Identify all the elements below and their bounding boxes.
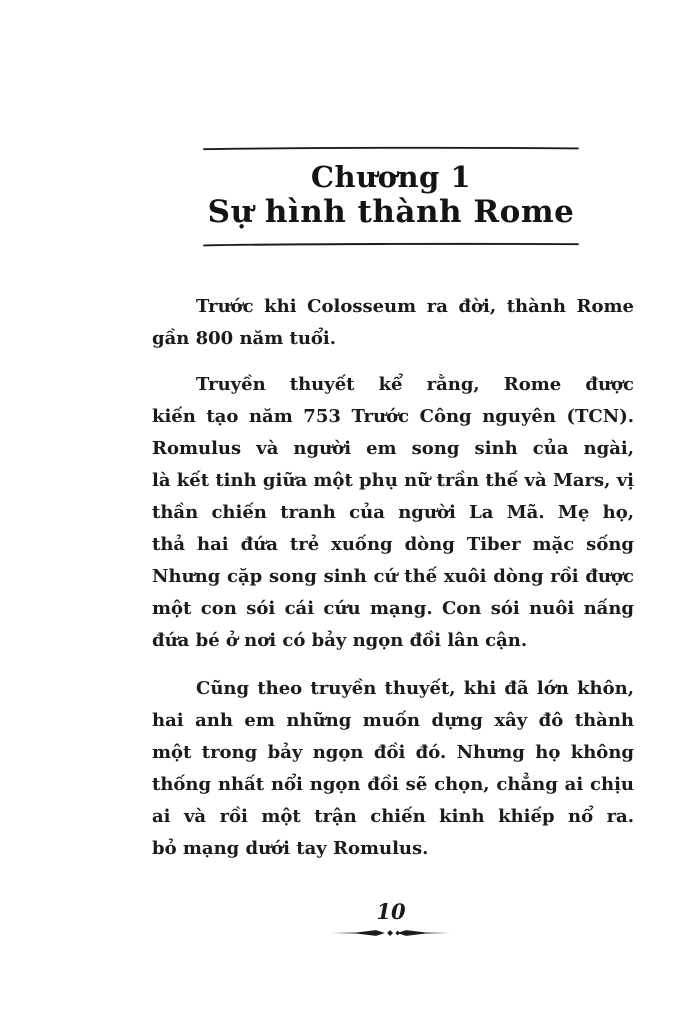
paragraph xyxy=(152,291,634,355)
body-text xyxy=(152,291,634,865)
text-line: là kết tinh giữa một phụ nữ trần thế và Mars, vị xyxy=(152,470,634,491)
chapter-rule-bottom xyxy=(202,241,580,247)
chapter-title: Sự hình thành Rome xyxy=(207,194,575,230)
text-line: thả hai đứa trẻ xuống dòng Tiber mặc sống xyxy=(152,534,634,555)
text-line: Nhưng cặp song sinh cứ thế xuôi dòng rồi được xyxy=(152,566,634,587)
page-number: 10 xyxy=(376,899,406,924)
paragraph xyxy=(152,673,634,865)
chapter-label: Chương 1 xyxy=(310,160,472,194)
text-line: Truyền thuyết kể rằng, Rome được xyxy=(196,374,634,395)
paragraph xyxy=(152,369,634,657)
text-line: một con sói cái cứu mạng. Con sói nuôi nấng xyxy=(152,598,634,619)
text-line: Cũng theo truyền thuyết, khi đã lớn khôn, xyxy=(196,678,634,699)
chapter-rule-top xyxy=(202,145,580,151)
footer-flourish-icon xyxy=(330,926,452,940)
text-line: Romulus và người em song sinh của ngài, xyxy=(152,438,634,459)
text-line: đứa bé ở nơi có bảy ngọn đồi lân cận. xyxy=(152,630,528,651)
text-line: ai và rồi một trận chiến kinh khiếp nổ ra. xyxy=(152,806,634,827)
text-line: một trong bảy ngọn đồi đó. Nhưng họ không xyxy=(152,742,634,763)
text-line: hai anh em những muốn dựng xây đô thành xyxy=(152,710,634,731)
text-line: bỏ mạng dưới tay Romulus. xyxy=(152,838,429,859)
text-line: thống nhất nổi ngọn đồi sẽ chọn, chẳng ai chịu xyxy=(152,774,634,795)
text-line: Trước khi Colosseum ra đời, thành Rome xyxy=(196,296,634,317)
text-line: kiến tạo năm 753 Trước Công nguyên (TCN). xyxy=(152,406,634,427)
text-line: thần chiến tranh của người La Mã. Mẹ họ, xyxy=(152,502,634,523)
text-line: gần 800 năm tuổi. xyxy=(152,328,337,349)
